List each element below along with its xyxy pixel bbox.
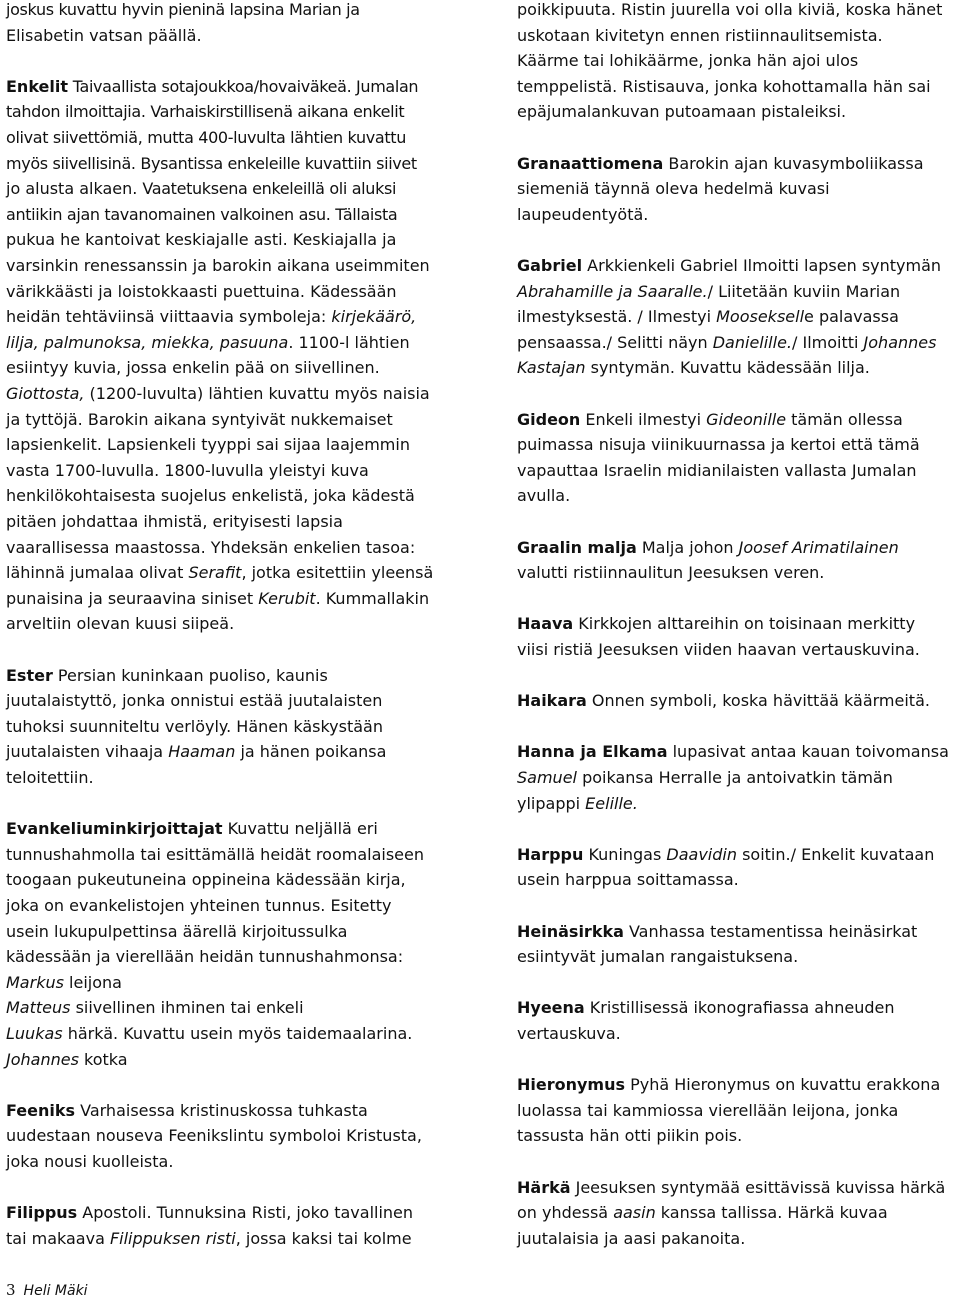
italic-text: aasin	[613, 1203, 656, 1223]
text-line	[6, 1152, 173, 1172]
body-text: Apostoli. Tunnuksina Risti, joko tavallinen	[77, 1203, 414, 1223]
text-line	[6, 154, 417, 174]
italic-text: Abrahamille ja Saaralle.	[517, 281, 708, 301]
italic-text: Serafit	[188, 563, 242, 583]
body-text: esiintyvät jumalan rangaistuksena.	[517, 947, 799, 967]
body-text: Malja johon	[636, 537, 739, 557]
text-line	[6, 384, 430, 404]
entry-term: Granaattiomena	[517, 153, 664, 173]
body-text: tassusta hän otti piikin pois.	[517, 1126, 743, 1146]
body-text: varsinkin renessanssin ja barokin aikana useimmiten	[6, 256, 430, 275]
text-line	[517, 1126, 742, 1146]
body-text: , jotka esitettiin yleensä	[241, 563, 434, 583]
footer-author: Heli Mäki	[23, 1283, 88, 1299]
text-line	[6, 230, 396, 250]
body-text: kotka	[78, 1049, 128, 1069]
text-line	[6, 947, 403, 967]
text-line	[6, 973, 122, 993]
body-text: tai makaava	[6, 1228, 110, 1248]
text-line	[517, 435, 920, 455]
text-line	[6, 819, 378, 839]
body-text: tahdon ilmoittajia. Varhaiskirstillisenä aikana enkelit	[6, 102, 405, 122]
text-line	[6, 538, 415, 558]
body-text: tunnushahmolla tai esittämällä heidät roomalaiseen	[6, 844, 424, 864]
text-line	[6, 998, 304, 1018]
text-line	[517, 845, 934, 865]
text-line	[6, 768, 94, 788]
text-line	[6, 1203, 413, 1223]
text-line	[517, 563, 824, 583]
entry-term: Hyeena	[517, 998, 585, 1018]
body-text: värikkäästi ja loistokkaasti puettuina. Kädessään	[6, 281, 397, 301]
body-text: juutalaisten vihaaja	[6, 742, 169, 762]
body-text: syntymän. Kuvattu kädessään lilja.	[585, 358, 870, 378]
entry-term: Enkelit	[6, 76, 68, 96]
body-text: teloitettiin.	[6, 768, 94, 787]
text-line	[6, 1101, 368, 1121]
body-text: Onnen symboli, koska hävittää käärmeitä.	[586, 691, 930, 711]
body-text: joskus kuvattu hyvin pieninä lapsina Marian ja	[6, 0, 360, 19]
text-line	[517, 742, 949, 762]
text-line	[6, 563, 433, 583]
text-line	[517, 1229, 745, 1249]
body-text: kädessään ja vierellään heidän tunnushahmonsa:	[6, 947, 404, 967]
body-text: punaisina ja seuraavina siniset	[6, 588, 259, 608]
text-line	[517, 486, 570, 506]
body-text: esiintyy kuvia, jossa enkelin pää on siivellinen.	[6, 358, 380, 378]
text-line	[517, 358, 870, 378]
text-line	[517, 26, 883, 46]
body-text: , jossa kaksi tai kolme	[235, 1228, 412, 1248]
body-text: vapauttaa Israelin midianilaisten vallasta Jumalan	[517, 460, 917, 480]
body-text: vaarallisessa maastossa. Yhdeksän enkelien tasoa:	[6, 537, 416, 557]
body-text: arveltiin olevan kuusi siipeä.	[6, 614, 235, 634]
body-text: lupasivat antaa kauan toivomansa	[667, 742, 949, 762]
body-text: valutti ristiinnaulitun Jeesuksen veren.	[517, 563, 825, 583]
italic-text: Giottosta,	[6, 384, 85, 403]
body-text: lapsienkelit. Lapsienkeli tyyppi sai sijaa laajemmin	[6, 435, 410, 455]
body-text: vertauskuva.	[517, 1024, 621, 1043]
text-line	[6, 922, 347, 942]
text-line	[517, 998, 895, 1018]
text-line	[6, 128, 406, 148]
body-text: luolassa tai kammiossa vierellään leijona, jonka	[517, 1100, 899, 1120]
body-text: ylipappi	[517, 793, 586, 813]
text-line	[517, 77, 931, 97]
text-line	[517, 640, 920, 660]
entry-term: Haava	[517, 614, 574, 634]
italic-text: Johannes	[863, 332, 937, 352]
text-line	[517, 256, 941, 276]
italic-text: Daavidin	[666, 844, 737, 864]
body-text: Taivaallista sotajoukkoa/hovaiväkeä. Jumalan	[68, 76, 419, 96]
body-text: Persian kuninkaan puoliso, kaunis	[52, 665, 328, 685]
body-text: . 1100-l lähtien	[288, 332, 410, 352]
entry-term: Graalin malja	[517, 537, 637, 557]
body-text: Enkeli ilmestyi	[580, 409, 707, 429]
italic-text: Johannes	[6, 1049, 79, 1069]
body-text: heidän tehtäviinsä viittaavia symboleja:	[6, 307, 332, 327]
body-text: ilmestyksestä. / Ilmestyi	[517, 307, 717, 327]
italic-text: Mooseksell	[716, 307, 805, 327]
body-text: ja hänen poikansa	[235, 742, 387, 762]
text-line	[6, 307, 416, 327]
text-line	[6, 102, 404, 122]
italic-text: Kerubit	[258, 588, 316, 608]
body-text: Kuningas	[583, 844, 667, 864]
body-text: vasta 1700-luvulla. 1800-luvulla yleistyi kuva	[6, 460, 369, 480]
body-text: Varhaisessa kristinuskossa tuhkasta	[75, 1100, 368, 1120]
body-text: Kuvattu neljällä eri	[222, 819, 378, 839]
body-text: avulla.	[517, 486, 571, 506]
text-line	[6, 77, 418, 97]
body-text: härkä. Kuvattu usein myös taidemaalarina.	[62, 1024, 413, 1043]
text-line	[6, 589, 429, 609]
body-text: myös siivellisinä. Bysantissa enkeleille kuvattiin siivet	[6, 153, 417, 173]
text-line	[517, 538, 899, 558]
body-text: uudestaan nouseva Feenikslintu symboloi Kristusta,	[6, 1126, 422, 1146]
body-text: antiikin ajan tavanomainen valkoinen asu. Tällaista	[6, 204, 398, 224]
text-line	[517, 768, 893, 788]
text-line	[517, 461, 917, 481]
text-line	[6, 205, 397, 225]
text-line	[6, 1126, 422, 1146]
text-line	[517, 410, 903, 430]
body-text: leijona	[63, 972, 122, 992]
body-text: jo alusta alkaen.	[6, 179, 143, 199]
text-line	[517, 205, 648, 225]
italic-text: Luukas	[6, 1024, 63, 1043]
entry-term: Harppu	[517, 844, 584, 864]
body-text: (1200-luvulta) lähtien kuvattu myös naisia	[84, 384, 430, 403]
entry-term: Evankeliuminkirjoittajat	[6, 819, 223, 839]
text-line	[6, 358, 380, 378]
body-text: Jeesuksen syntymää esittävissä kuvissa härkä	[570, 1177, 946, 1197]
page-number: 3	[6, 1281, 16, 1299]
italic-text: Filippuksen risti	[109, 1228, 236, 1248]
italic-text: Kastajan	[517, 358, 586, 378]
body-text: usein lukupulpettinsa äärellä kirjoitussulka	[6, 921, 348, 941]
body-text: Pyhä Hieronymus on kuvattu erakkona	[625, 1075, 941, 1095]
italic-text: Matteus	[6, 998, 71, 1018]
entry-term: Hanna ja Elkama	[517, 742, 668, 762]
text-line	[6, 870, 406, 890]
body-text: pukua he kantoivat keskiajalle asti. Keskiajalla ja	[6, 230, 397, 250]
body-text: pitäen johdattaa ihmistä, erityisesti lapsia	[6, 512, 343, 531]
text-line	[517, 333, 936, 353]
body-text: . Kummallakin	[315, 588, 430, 608]
text-line	[6, 333, 410, 353]
text-line	[517, 1203, 888, 1223]
body-text: soitin./ Enkelit kuvataan	[737, 844, 935, 864]
body-text: Käärme tai lohikäärme, jonka hän ajoi ulos	[517, 51, 859, 71]
text-line	[517, 1075, 940, 1095]
body-text: juutalaistyttö, jonka onnistui estää juutalaisten	[6, 691, 383, 711]
text-line	[517, 51, 858, 71]
entry-term: Hieronymus	[517, 1075, 626, 1095]
italic-text: Haaman	[168, 742, 236, 762]
body-text: usein harppua soittamassa.	[517, 870, 739, 890]
body-text: laupeudentyötä.	[517, 204, 649, 224]
text-line	[517, 1101, 898, 1121]
body-text: juutalaisia ja aasi pakanoita.	[517, 1228, 746, 1248]
entry-term: Haikara	[517, 691, 587, 711]
text-line	[6, 691, 382, 711]
body-text: siivellinen ihminen tai enkeli	[70, 998, 304, 1018]
body-text: henkilökohtaisesta suojelus enkelistä, joka kädestä	[6, 486, 415, 506]
entry-term: Gideon	[517, 409, 581, 429]
body-text: kanssa tallissa. Härkä kuvaa	[655, 1203, 888, 1223]
text-line	[6, 461, 369, 481]
italic-text: Gideonille	[706, 409, 787, 429]
text-line	[6, 614, 234, 634]
body-text: poikkipuuta. Ristin juurella voi olla kiviä, koska hänet	[517, 0, 943, 19]
body-text: tämän ollessa	[786, 409, 903, 429]
entry-term: Heinäsirkka	[517, 921, 624, 941]
text-line	[6, 717, 383, 737]
italic-text: lilja, palmunoksa, miekka, pasuuna	[6, 332, 289, 352]
text-line	[6, 512, 343, 532]
body-text: / Ilmoitti	[792, 332, 864, 352]
body-text: Vanhassa testamentissa heinäsirkat	[623, 921, 918, 941]
text-line	[6, 486, 415, 506]
text-line	[6, 282, 397, 302]
text-line	[6, 0, 360, 20]
text-line	[6, 742, 386, 762]
body-text: / Liitetään kuviin Marian	[707, 281, 901, 301]
text-line	[517, 282, 900, 302]
body-text: siemeniä täynnä oleva hedelmä kuvasi	[517, 179, 830, 199]
text-line	[517, 614, 915, 634]
text-line	[6, 410, 393, 430]
body-text: Vaatetuksena enkeleillä oli aluksi	[142, 179, 397, 199]
body-text: pensaassa./ Selitti näyn	[517, 332, 713, 352]
body-text: viisi ristiä Jeesuksen viiden haavan vertauskuvina.	[517, 640, 920, 659]
body-text: e palavassa	[804, 307, 899, 327]
entry-term: Filippus	[6, 1203, 78, 1223]
body-text: Barokin ajan kuvasymboliikassa	[663, 153, 924, 173]
italic-text: Eelille.	[585, 793, 638, 813]
text-line	[517, 870, 739, 890]
body-text: poikansa Herralle ja antoivatkin tämän	[576, 768, 893, 787]
body-text: ja tyttöjä. Barokin aikana syntyivät nukkemaiset	[6, 409, 393, 429]
italic-text: Markus	[6, 972, 64, 992]
italic-text: kirjekäärö,	[331, 307, 417, 327]
text-line	[6, 1229, 412, 1249]
body-text: toogaan pukeutuneina oppineina kädessään kirja,	[6, 870, 406, 890]
text-line	[6, 1050, 128, 1070]
text-line	[6, 435, 410, 455]
text-line	[6, 896, 391, 916]
body-text: joka nousi kuolleista.	[6, 1152, 174, 1171]
text-line	[517, 947, 798, 967]
body-text: Kristillisessä ikonografiassa ahneuden	[584, 998, 895, 1018]
text-line	[517, 102, 846, 122]
body-text: Arkkienkeli Gabriel Ilmoitti lapsen syntymän	[582, 256, 942, 275]
text-line	[517, 922, 917, 942]
text-line	[517, 794, 638, 814]
body-text: lähinnä jumalaa olivat	[6, 563, 189, 583]
body-text: puimassa nisuja viinikuurnassa ja kertoi että tämä	[517, 435, 920, 455]
body-text: on yhdessä	[517, 1203, 614, 1223]
body-text: olivat siivettömiä, mutta 400-luvulta lähtien kuvattu	[6, 128, 406, 147]
text-line	[6, 256, 430, 276]
entry-term: Ester	[6, 665, 53, 685]
text-line	[6, 1024, 412, 1044]
text-line	[6, 179, 396, 199]
text-line	[517, 691, 930, 711]
italic-text: Joosef Arimatilainen	[738, 537, 899, 557]
entry-term: Feeniks	[6, 1100, 76, 1120]
body-text: Kirkkojen alttareihin on toisinaan merkitty	[573, 614, 916, 634]
text-line	[517, 0, 942, 20]
text-line	[6, 26, 202, 46]
body-text: Elisabetin vatsan päällä.	[6, 25, 202, 45]
body-text: joka on evankelistojen yhteinen tunnus. Esitetty	[6, 896, 392, 915]
entry-term: Gabriel	[517, 256, 583, 275]
text-line	[517, 1024, 621, 1044]
text-line	[517, 307, 899, 327]
italic-text: Samuel	[517, 768, 577, 787]
text-line	[6, 666, 328, 686]
body-text: epäjumalankuvan putoamaan pistaleiksi.	[517, 102, 847, 122]
text-line	[6, 845, 424, 865]
text-line	[517, 1178, 945, 1198]
body-text: uskotaan kivitetyn ennen ristiinnaulitsemista.	[517, 25, 883, 45]
body-text: temppelistä. Ristisauva, jonka kohottamalla hän sai	[517, 76, 931, 96]
entry-term: Härkä	[517, 1177, 571, 1197]
italic-text: Danielille.	[712, 332, 792, 352]
body-text: tuhoksi suunniteltu verlöyly. Hänen käskystään	[6, 716, 383, 736]
text-line	[517, 179, 830, 199]
text-line	[517, 154, 924, 174]
